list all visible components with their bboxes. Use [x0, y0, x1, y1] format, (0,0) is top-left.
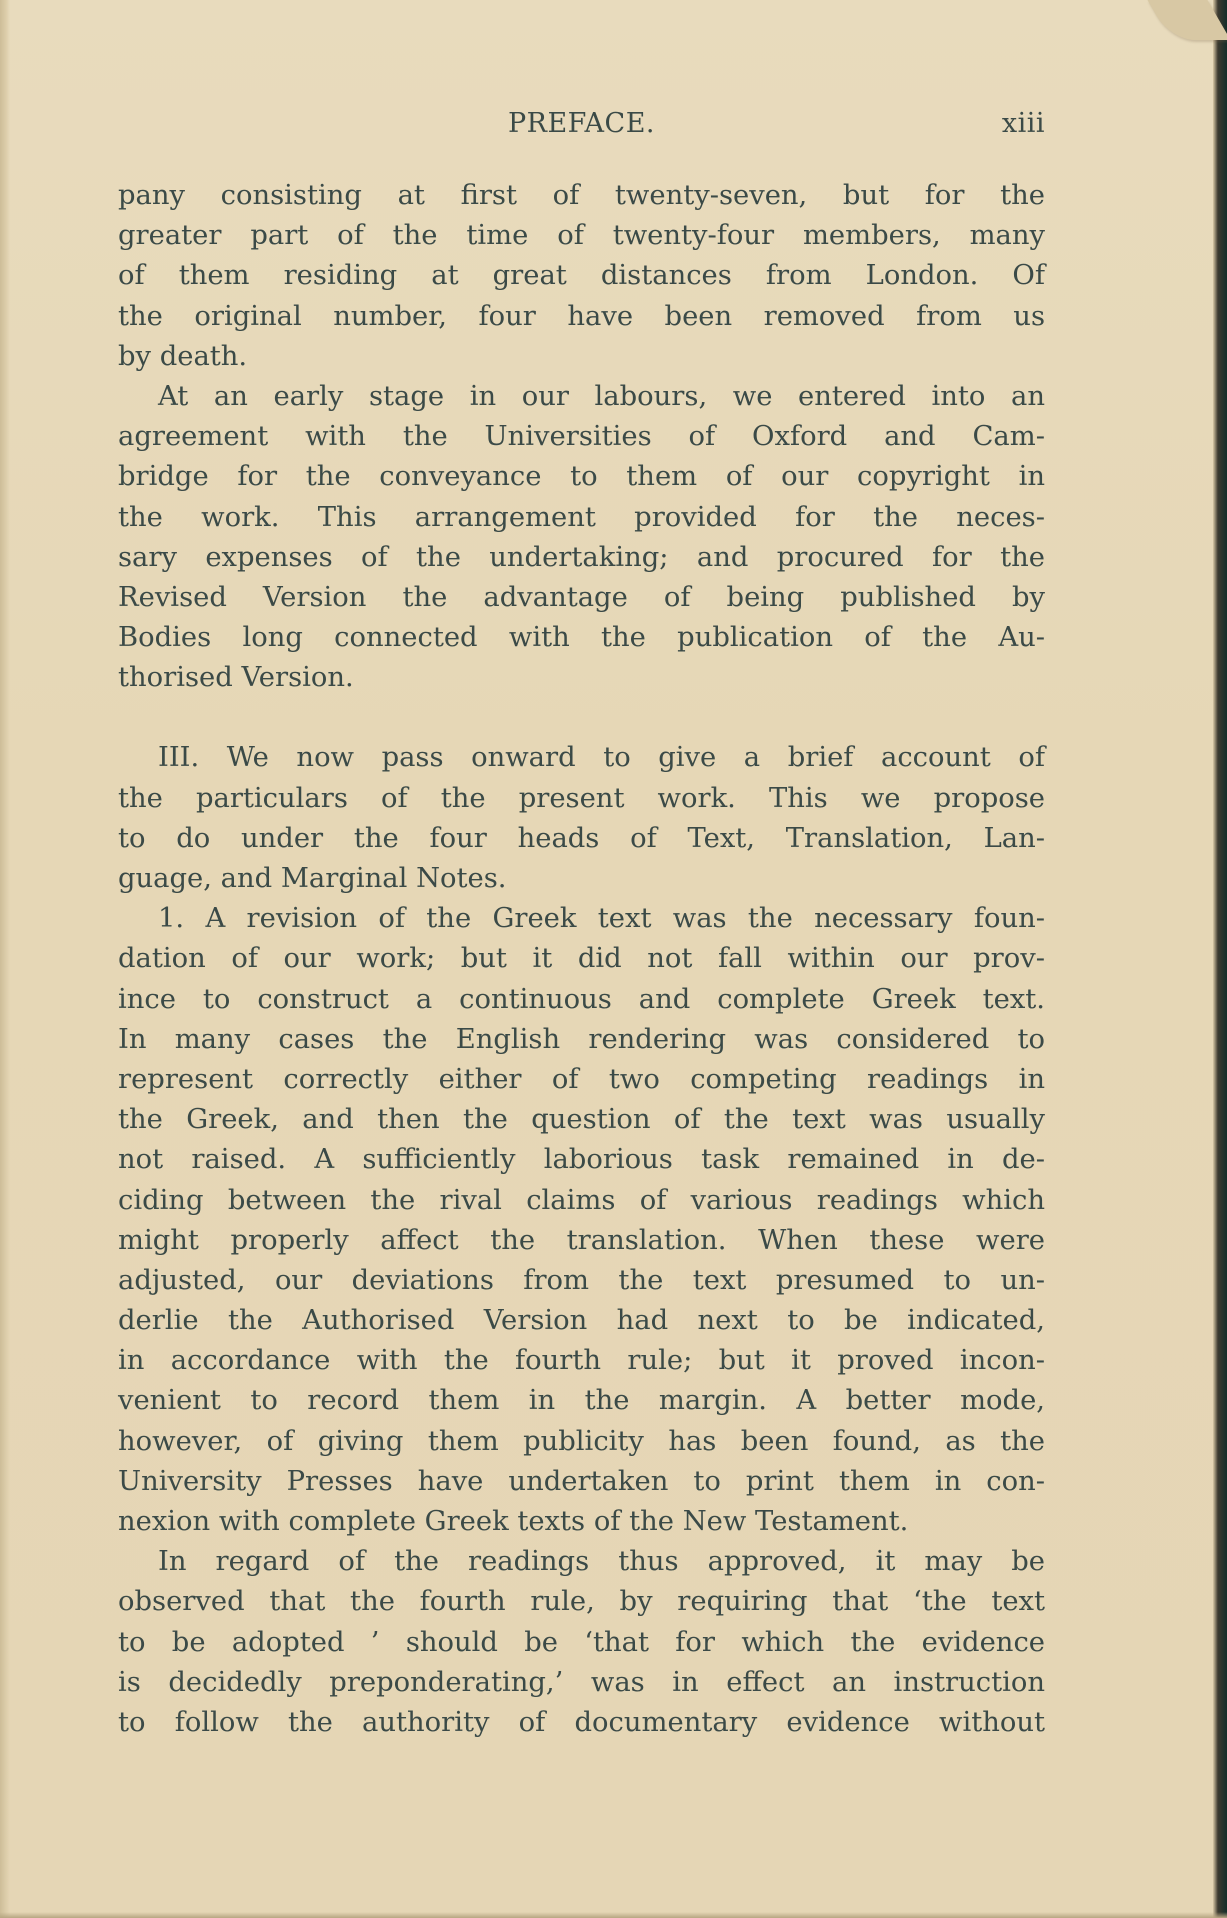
page-left-edge	[0, 0, 10, 1918]
text-line: not raised. A sufficiently laborious task remained in de-	[118, 1144, 1045, 1176]
text-line: Bodies long connected with the publication of the Au-	[118, 622, 1045, 654]
text-line: of them residing at great distances from London. Of	[118, 260, 1045, 292]
paragraph-copyright-agreement	[118, 377, 1045, 699]
text-line: might properly affect the translation. When these were	[118, 1224, 1045, 1256]
section-heading-line: III. We now pass onward to give a brief account of	[158, 742, 1045, 774]
text-line: in accordance with the fourth rule; but it proved incon-	[118, 1345, 1045, 1377]
text-line: 1. A revision of the Greek text was the necessary foun-	[158, 903, 1045, 935]
paragraph-continuation	[118, 176, 1045, 377]
text-line: the particulars of the present work. This we propose	[118, 782, 1045, 814]
page-number: xiii	[1001, 108, 1045, 139]
text-line: sary expenses of the undertaking; and procured for the	[118, 541, 1045, 573]
text-line: venient to record them in the margin. A better mode,	[118, 1385, 1045, 1417]
text-line: nexion with complete Greek texts of the New Testament.	[118, 1506, 909, 1537]
paragraph-readings-approved	[118, 1542, 1045, 1743]
text-line: In many cases the English rendering was considered to	[118, 1023, 1045, 1055]
paragraph-section-iii	[118, 738, 1045, 899]
running-head	[118, 108, 1045, 148]
text-line: observed that the fourth rule, by requiring that ‘the text	[118, 1586, 1045, 1618]
text-line: the original number, four have been removed from us	[118, 300, 1045, 332]
text-line: Revised Version the advantage of being published by	[118, 581, 1045, 613]
text-line: thorised Version.	[118, 662, 354, 694]
text-line: adjusted, our deviations from the text presumed to un-	[118, 1264, 1045, 1296]
text-line: dation of our work; but it did not fall within our prov-	[118, 943, 1045, 975]
page-title: PREFACE.	[507, 108, 656, 139]
text-line: to follow the authority of documentary evidence without	[118, 1706, 1045, 1738]
text-line: University Presses have undertaken to print them in con-	[118, 1465, 1045, 1497]
text-line: to do under the four heads of Text, Translation, Lan-	[118, 822, 1045, 854]
page-right-edge	[1213, 0, 1227, 1918]
text-line: bridge for the conveyance to them of our copyright in	[118, 461, 1045, 493]
section-break	[118, 698, 1045, 738]
text-line: by death.	[118, 340, 248, 372]
text-line: ince to construct a continuous and complete Greek text.	[118, 983, 1045, 1015]
text-line: agreement with the Universities of Oxford and Cam-	[118, 421, 1045, 453]
text-line: to be adopted ’ should be ‘that for which the evidence	[118, 1626, 1045, 1658]
text-line: however, of giving them publicity has been found, as the	[118, 1425, 1045, 1457]
text-line: represent correctly either of two competing readings in	[118, 1063, 1045, 1095]
text-line: is decidedly preponderating,’ was in effect an instruction	[118, 1666, 1045, 1698]
text-line: guage, and Marginal Notes.	[118, 863, 507, 894]
text-line: ciding between the rival claims of various readings which	[118, 1184, 1045, 1216]
text-line: At an early stage in our labours, we entered into an	[158, 380, 1045, 412]
paragraph-point-1-greek-text	[118, 899, 1045, 1542]
text-line: greater part of the time of twenty-four members, many	[118, 220, 1045, 252]
body-text	[118, 176, 1045, 1743]
text-line: In regard of the readings thus approved, it may be	[158, 1546, 1045, 1578]
text-line: derlie the Authorised Version had next to be indicated,	[118, 1305, 1045, 1337]
text-line: pany consisting at first of twenty-seven, but for the	[118, 180, 1045, 211]
text-line: the Greek, and then the question of the text was usually	[118, 1104, 1045, 1136]
text-line: the work. This arrangement provided for the neces-	[118, 501, 1045, 533]
page-bottom-edge	[0, 1912, 1227, 1918]
